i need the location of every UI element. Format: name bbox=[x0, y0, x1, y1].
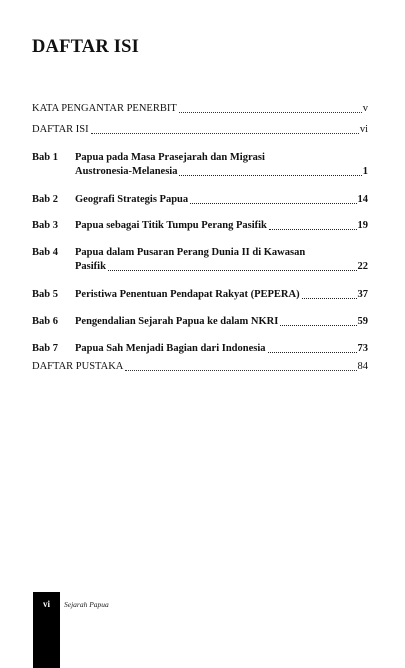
dot-leader bbox=[268, 352, 357, 353]
dot-leader bbox=[179, 112, 362, 113]
chapter-title: Papua pada Masa Prasejarah dan Migrasi bbox=[75, 152, 265, 163]
toc-entry-bibliography[interactable] bbox=[32, 360, 368, 374]
footer-book-title: Sejarah Papua bbox=[64, 600, 109, 609]
chapter-page: 22 bbox=[357, 261, 368, 272]
chapter-title: Papua Sah Menjadi Bagian dari Indonesia bbox=[75, 343, 266, 354]
dot-leader bbox=[190, 203, 356, 204]
footer-page-tab bbox=[33, 592, 60, 668]
dot-leader bbox=[269, 229, 357, 230]
chapter-title: Geografi Strategis Papua bbox=[75, 194, 189, 205]
dot-leader bbox=[302, 298, 357, 299]
chapter-title: Papua sebagai Titik Tumpu Perang Pasifik bbox=[75, 220, 267, 231]
chapter-number: Bab 7 bbox=[32, 343, 58, 354]
toc-entry-foreword[interactable] bbox=[32, 102, 368, 116]
chapter-number: Bab 4 bbox=[32, 247, 58, 258]
chapter-page: 73 bbox=[357, 343, 368, 354]
chapter-number: Bab 1 bbox=[32, 152, 58, 163]
chapter-title: Papua dalam Pusaran Perang Dunia II di Kawasan bbox=[75, 247, 306, 258]
dot-leader bbox=[108, 270, 357, 271]
chapter-number: Bab 2 bbox=[32, 194, 58, 205]
chapter-page: 59 bbox=[357, 316, 368, 327]
toc-entry-contents[interactable] bbox=[32, 123, 368, 137]
dot-leader bbox=[125, 370, 356, 371]
toc-entry-page: v bbox=[362, 103, 368, 114]
chapter-title: Austronesia-Melanesia bbox=[75, 166, 178, 177]
chapter-page: 1 bbox=[362, 166, 368, 177]
chapter-number: Bab 5 bbox=[32, 289, 58, 300]
footer-page-number: vi bbox=[42, 599, 50, 609]
toc-entry-label: KATA PENGANTAR PENERBIT bbox=[32, 103, 177, 114]
chapter-page: 37 bbox=[357, 289, 368, 300]
chapter-title: Peristiwa Penentuan Pendapat Rakyat (PEPERA) bbox=[75, 289, 300, 300]
toc-entry-page: vi bbox=[359, 124, 368, 135]
toc-entry-label: DAFTAR ISI bbox=[32, 124, 89, 135]
toc-entry-label: DAFTAR PUSTAKA bbox=[32, 361, 124, 372]
chapter-title: Pengendalian Sejarah Papua ke dalam NKRI bbox=[75, 316, 279, 327]
dot-leader bbox=[179, 175, 361, 176]
chapter-page: 14 bbox=[357, 194, 368, 205]
chapter-page: 19 bbox=[357, 220, 368, 231]
page-title: DAFTAR ISI bbox=[32, 37, 140, 57]
chapter-number: Bab 6 bbox=[32, 316, 58, 327]
chapter-number: Bab 3 bbox=[32, 220, 58, 231]
chapter-title: Pasifik bbox=[75, 261, 106, 272]
dot-leader bbox=[280, 325, 356, 326]
toc-entry-page: 84 bbox=[357, 361, 368, 372]
dot-leader bbox=[91, 133, 359, 134]
